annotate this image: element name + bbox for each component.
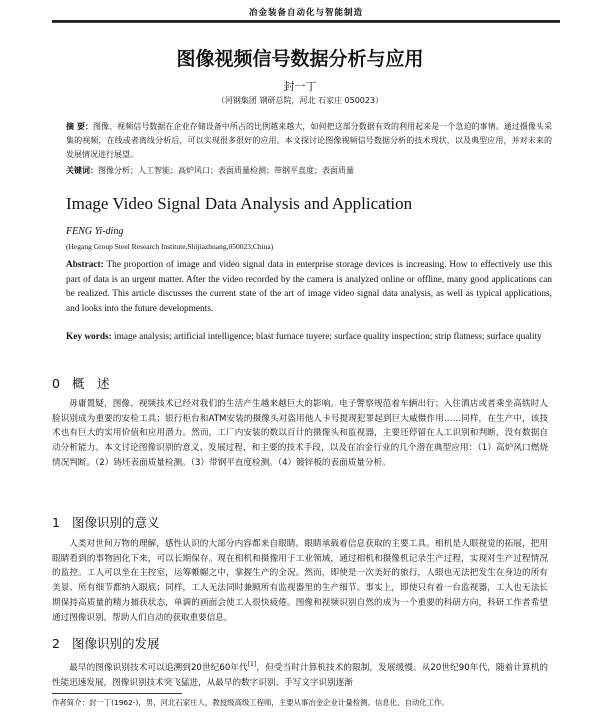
english-keywords-label: Key words:: [66, 332, 112, 342]
chinese-abstract-text: 图像、视频信号数据在企业存储设备中所占的比例越来越大，如何把这部分数据有效的利用起来是一个急迫的事情。通过摄像头采集的视频，在线或者离线分析后，可以实现很多很好的应用。本文探讨论图像视频信号数据分析的技术现状，以及典型应用，并对未来的发展情况进行展望。: [66, 122, 552, 159]
section-2-heading: [52, 634, 160, 652]
footnote-label: 作者简介：: [52, 698, 89, 707]
english-abstract-label: Abstract:: [66, 260, 104, 270]
chinese-keywords-label: 关键词：: [66, 166, 98, 175]
chinese-affiliation: （河钢集团 钢研总院，河北 石家庄 050023）: [216, 96, 384, 105]
english-affiliation: (Hegang Group Steel Research Institute,Shijiazhuang,050023,China): [66, 242, 274, 251]
chinese-title: 图像视频信号数据分析与应用: [176, 48, 424, 70]
section-1-number: 1: [52, 515, 60, 530]
section-1-title: 图像识别的意义: [72, 515, 160, 530]
chinese-keywords-text: 图像分析；人工智能；高炉风口；表面质量检测；带钢平直度；表面质量: [98, 166, 354, 175]
section-0-body: 毋庸置疑，图像、视频技术已经对我们的生活产生越来越巨大的影响。电子警察规范着车辆出行；入住酒店或者乘坐高铁时人脸识别成为重要的安检工具；银行柜台和ATM安装的摄像头对盗用他人卡号提现犯罪起到巨大威慑作用……同样，在生产中，该技术也有巨大的实用价值和应用潜力。然而，工厂内安装的数以百计的摄像头和监视器，主要还停留在人工识别和判断，没有数据自动分析能力。本文讨论图像识别的意义、发展过程，和主要的技术手段，以及在冶金行业的几个潜在典型应用：（1）高炉风口燃烧情况判断。（2）铸坯表面质量检测。（3）带钢平直度检测。（4）镀锌板的表面质量分析。: [52, 399, 548, 468]
section-2-text-end: ，但受当时计算机技术的限制，发展缓慢。从20世纪90年代，随着计算机的性能迅速发展，图像识别技术突飞猛进，从最早的数字识别、手写文字识别逐渐: [52, 662, 548, 688]
english-abstract-text: The proportion of image and video signal data in enterprise storage devices is increasing. How to effectively use this part of data is an urgent matter. After the video recorded by the camera is analyzed online or offline, many good applications can be realized. This article discusses the current state of the art of image video signal data analysis, as well as typical applications, and looks into the future developments.: [66, 260, 552, 314]
chinese-abstract-label: 摘 要：: [66, 122, 93, 131]
section-1-body: 人类对世间万物的理解，感性认识的大部分内容都来自眼睛。眼睛承载着信息获取的主要工具。相机是人眼视觉的拓展，把用眼睛看到的事物固化下来，可以长期保存。现在相机和摄像用于工业领域，通过相机和摄像机记录生产过程，实现对生产过程情况的监控。工人可以坐在主控室，运筹帷幄之中，掌握生产的全况。然而，即使是一次美好的旅行，人眼也无法把发生在身边的所有美景、所有细节都纳入眼底；同样，工人无法同时兼顾所有监视器里的生产细节。事实上，即使只有着一台监视器，工人也无法长期保持高质量的精力捕获状态，单调的画面会使工人很快疲倦。图像和视频识别自然的成为一个重要的科研方向，科研工作者希望通过图像识别，帮助人们自动的获取重要信息。: [52, 539, 548, 623]
english-keywords-text: image analysis; artificial intelligence; blast furnace tuyere; surface quality inspection; strip flatness; surface quality: [111, 332, 542, 342]
header-rule: [52, 22, 560, 23]
section-2-number: 2: [52, 636, 60, 651]
section-2-text-start: 最早的图像识别技术可以追溯到20世纪60年代: [69, 662, 248, 673]
chinese-abstract: [66, 120, 552, 162]
section-2-title: 图像识别的发展: [72, 636, 160, 651]
reference-marker: [1]: [247, 661, 257, 668]
footnote-text: 封一丁(1962-)，男，河北石家庄人，教授级高级工程师，主要从事冶金企业计量检测、信息化、自动化工作。: [88, 698, 449, 707]
footnote-rule: [52, 693, 182, 694]
english-author: FENG Yi-ding: [66, 226, 124, 237]
journal-header: [52, 6, 560, 22]
section-0-number: 0: [52, 376, 60, 391]
chinese-keywords: [66, 164, 552, 178]
chinese-author: 封一丁: [283, 80, 317, 93]
section-0-title: 概 述: [72, 376, 110, 391]
english-abstract: [66, 258, 552, 316]
english-title: Image Video Signal Data Analysis and Application: [66, 194, 413, 213]
section-1-heading: [52, 513, 160, 531]
author-footnote: [52, 697, 552, 708]
section-0-heading: [52, 374, 110, 392]
journal-name: 冶金装备自动化与智能制造: [248, 8, 363, 18]
section-2-body: [52, 658, 548, 690]
english-keywords: [66, 330, 552, 345]
